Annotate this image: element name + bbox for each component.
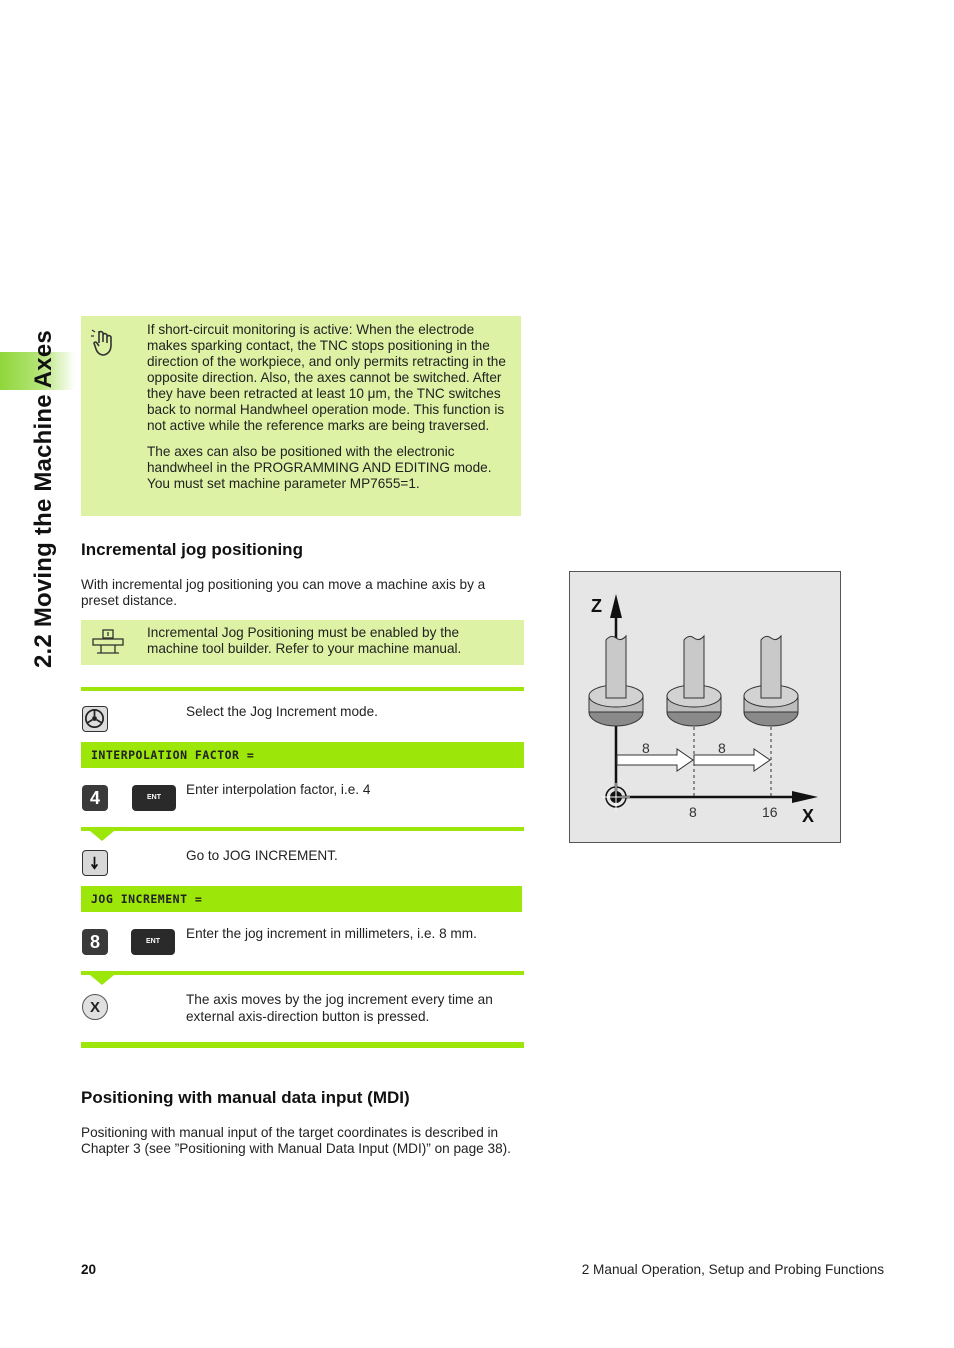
increment-label-1: 8 bbox=[642, 740, 650, 756]
x-tick-label-8: 8 bbox=[689, 804, 697, 820]
step-2-text: Enter interpolation factor, i.e. 4 bbox=[186, 782, 371, 797]
increment-arrow-2 bbox=[694, 749, 770, 771]
divider bbox=[81, 827, 524, 831]
step-5-text: The axis moves by the jog increment every time an external axis-direction button is pressed. bbox=[186, 992, 493, 1024]
prompt-text: INTERPOLATION FACTOR = bbox=[91, 748, 255, 762]
electrode-1 bbox=[589, 636, 643, 726]
section-mdi-text: Positioning with manual input of the target coordinates is described in Chapter 3 (see ”Positioning with Manual Data Input (MDI)” on page 38). bbox=[81, 1125, 511, 1156]
step-3-text: Go to JOG INCREMENT. bbox=[186, 848, 338, 863]
increment-label-2: 8 bbox=[718, 740, 726, 756]
arrow-down-icon bbox=[83, 851, 106, 874]
section-heading-incremental-jog: Incremental jog positioning bbox=[81, 540, 303, 559]
divider-arrow bbox=[90, 975, 114, 985]
note2-text: Incremental Jog Positioning must be enabled by the machine tool builder. Refer to your machine manual. bbox=[147, 625, 462, 656]
footer-chapter-title: 2 Manual Operation, Setup and Probing Functions bbox=[581, 1262, 884, 1277]
machine-tool-icon bbox=[91, 629, 125, 657]
divider bbox=[81, 687, 524, 691]
x-axis-key[interactable]: X bbox=[82, 994, 108, 1020]
x-axis-label: X bbox=[802, 806, 815, 826]
electrode-2 bbox=[667, 636, 721, 726]
divider-arrow bbox=[90, 831, 114, 841]
section-intro: With incremental jog positioning you can move a machine axis by a preset distance. bbox=[81, 577, 486, 608]
increment-arrow-1 bbox=[617, 749, 693, 771]
jog-increment-figure bbox=[569, 571, 841, 843]
chapter-side-title: 2.2 Moving the Machine Axes bbox=[30, 330, 57, 668]
z-axis-label: Z bbox=[591, 596, 602, 616]
step-1-text: Select the Jog Increment mode. bbox=[186, 704, 378, 719]
ent-key[interactable]: ENT bbox=[131, 929, 175, 955]
divider bbox=[81, 1042, 524, 1048]
note-box-machine bbox=[81, 620, 524, 665]
step-4-text: Enter the jog increment in millimeters, i.e. 8 mm. bbox=[186, 926, 477, 941]
figure-drawing bbox=[570, 572, 840, 842]
prompt-text: JOG INCREMENT = bbox=[91, 892, 203, 906]
prompt-jog-increment bbox=[81, 886, 522, 912]
arrow-down-key[interactable] bbox=[82, 850, 108, 876]
divider bbox=[81, 971, 524, 975]
section-heading-mdi: Positioning with manual data input (MDI) bbox=[81, 1088, 410, 1107]
ent-key[interactable]: ENT bbox=[132, 785, 176, 811]
note-box-short-circuit bbox=[81, 316, 521, 516]
prompt-interpolation-factor bbox=[81, 742, 524, 768]
hand-pointer-icon bbox=[91, 328, 115, 360]
key-4[interactable]: 4 bbox=[82, 785, 108, 811]
page-number: 20 bbox=[81, 1262, 97, 1277]
note1-paragraph-1: If short-circuit monitoring is active: When the electrode makes sparking contact, the TNC stops positioning in the direction of the workpiece, and only permits retracting in the opposite direction. Also, the axes cannot be switched. After they have been retracted at least 10 μm, the TNC switches back to normal Handwheel operation mode. This function is not active while the reference marks are being traversed. bbox=[147, 322, 506, 433]
x-tick-label-16: 16 bbox=[762, 804, 778, 820]
key-8[interactable]: 8 bbox=[82, 929, 108, 955]
note1-paragraph-2: The axes can also be positioned with the electronic handwheel in the PROGRAMMING AND EDITING mode. You must set machine parameter MP7655=1. bbox=[147, 444, 492, 491]
jog-increment-mode-key[interactable] bbox=[82, 706, 108, 732]
handwheel-icon bbox=[83, 707, 106, 730]
electrode-3 bbox=[744, 636, 798, 726]
